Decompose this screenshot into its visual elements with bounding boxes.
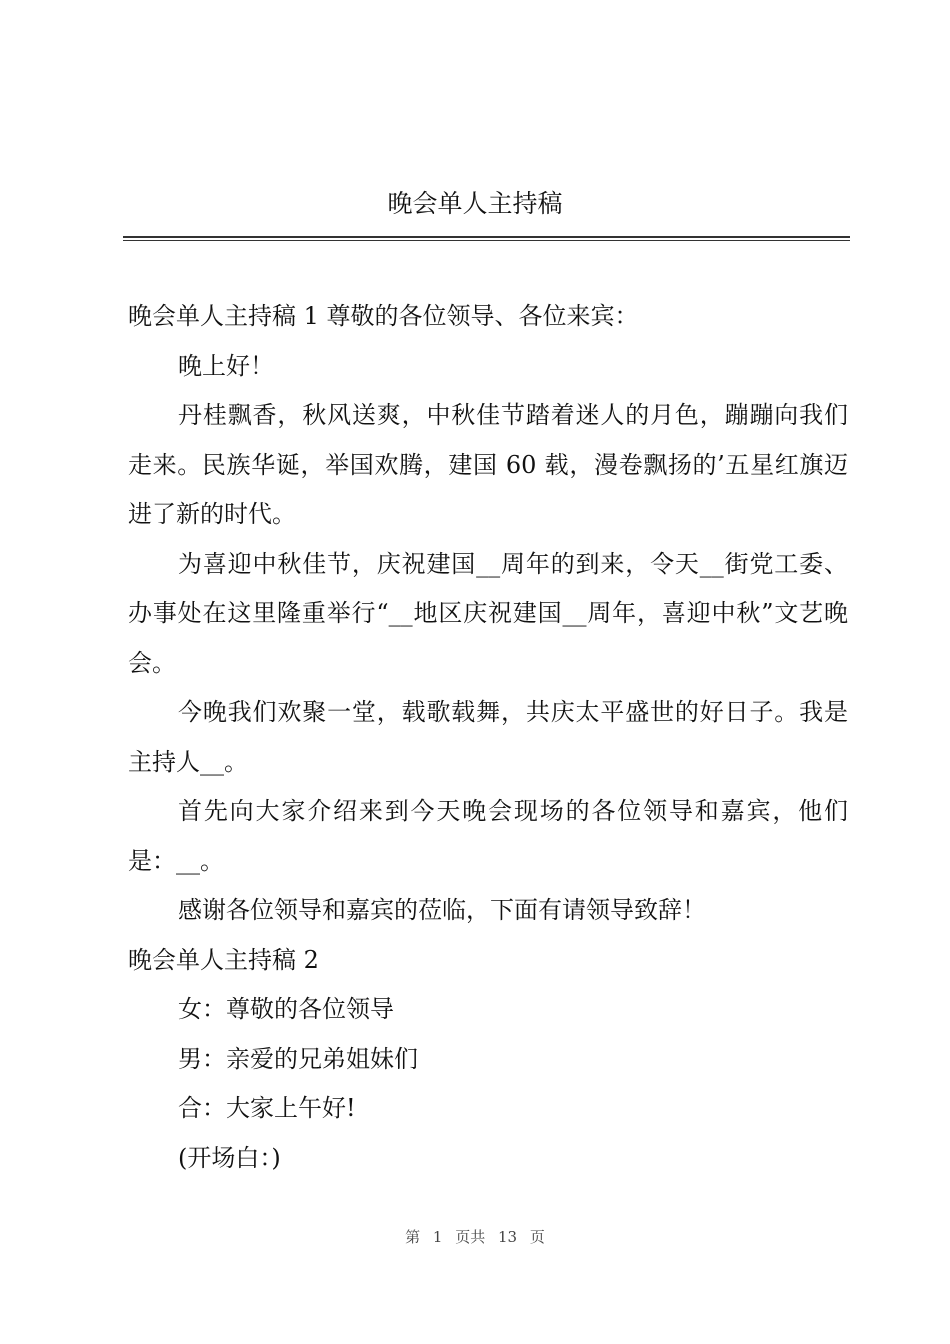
paragraph: 感谢各位领导和嘉宾的莅临，下面有请领导致辞！ [178, 896, 706, 924]
paragraph: (开场白：) [178, 1143, 281, 1172]
paragraph: 合：大家上午好! [178, 1094, 356, 1122]
paragraph: 为喜迎中秋佳节，庆祝建国__周年的到来，令天__街党工委、办事处在这里隆重举行“__地区庆祝建国__周年，喜迎中秋”文艺晚会。 [128, 549, 848, 677]
paragraph: 今晚我们欢聚一堂，载歌载舞，共庆太平盛世的好日子。我是主持人__。 [128, 698, 848, 776]
paragraph: 男：亲爱的兄弟姐妹们 [178, 1044, 418, 1073]
paragraph-heading-2: 晚会单人主持稿 2 [128, 945, 319, 974]
paragraph: 晚上好！ [178, 351, 274, 380]
document-title: 晚会单人主持稿 [387, 189, 563, 218]
document-body [128, 292, 848, 1183]
paragraph: 首先向大家介绍来到今天晚会现场的各位领导和嘉宾，他们是：__。 [128, 797, 848, 875]
title-divider [123, 236, 850, 241]
paragraph: 女：尊敬的各位领导 [178, 995, 394, 1023]
paragraph-heading-1: 晚会单人主持稿 1 尊敬的各位领导、各位来宾： [128, 302, 639, 330]
paragraph: 丹桂飘香，秋风送爽，中秋佳节踏着迷人的月色，蹦蹦向我们走来。民族华诞，举国欢腾，建国 60 载，漫卷飘扬的’五星红旗迈进了新的时代。 [128, 401, 848, 528]
page-footer: 第 1 页共 13 页 [405, 1228, 545, 1246]
